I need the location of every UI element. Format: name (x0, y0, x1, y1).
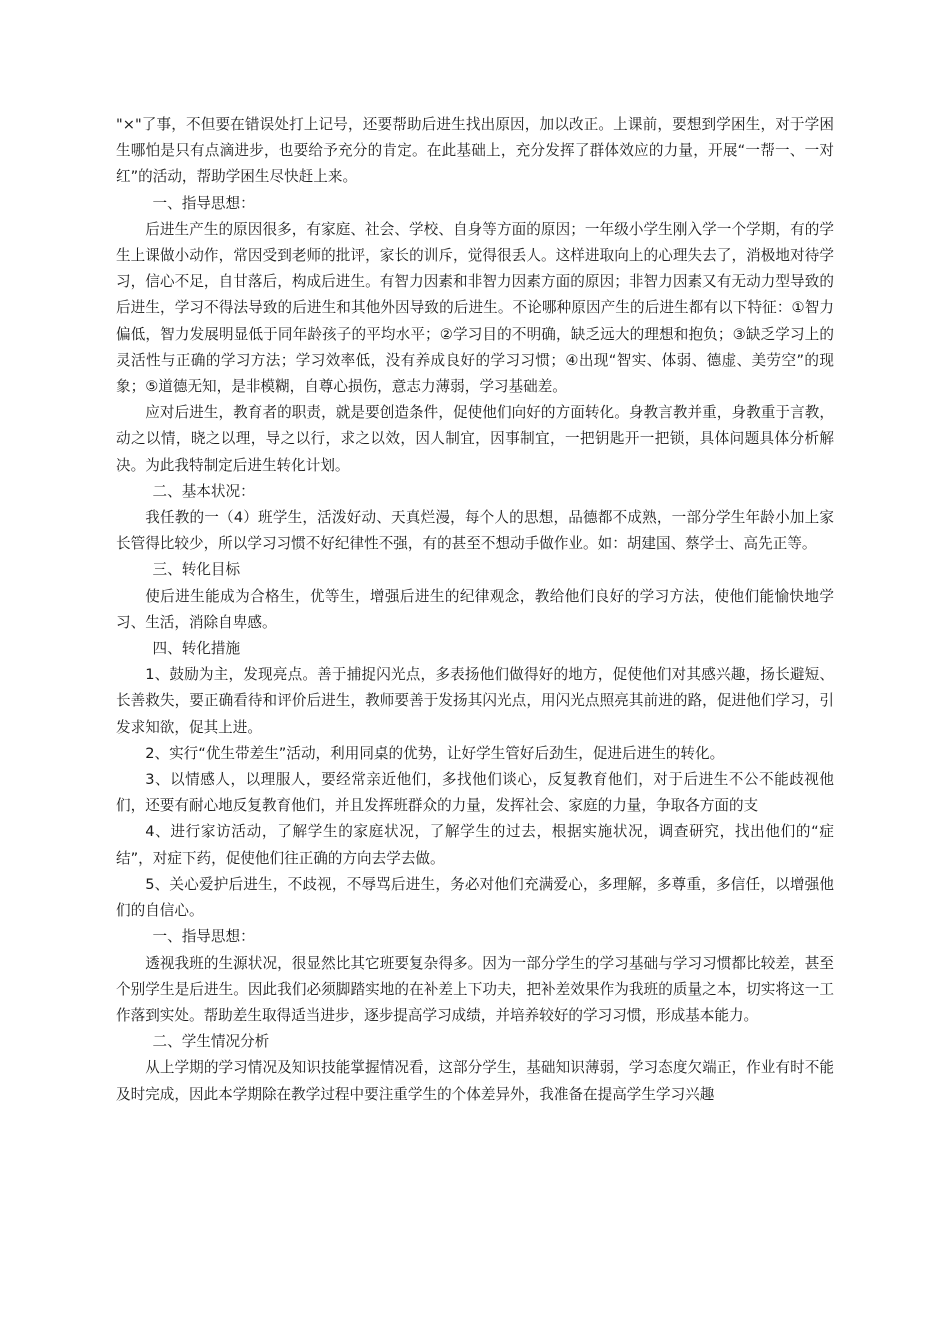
paragraph-goal: 使后进生能成为合格生，优等生，增强后进生的纪律观念，教给他们良好的学习方法，使他们能愉快地学习、生活，消除自卑感。 (116, 587, 834, 631)
heading-guiding-thought-2: 一、指导思想： (152, 928, 255, 946)
paragraph-measure-4: 4、进行家访活动，了解学生的家庭状况，了解学生的过去，根据实施状况，调查研究，找出他们的“症结”，对症下药，促使他们往正确的方向去学去做。 (116, 823, 834, 867)
paragraph-causes: 后进生产生的原因很多，有家庭、社会、学校、自身等方面的原因；一年级小学生刚入学一个学期，有的学生上课做小动作，常因受到老师的批评，家长的训斥，觉得很丢人。这样进取向上的心理失去了，消极地对待学习，信心不足，自甘落后，构成后进生。有智力因素和非智力因素方面的原因；非智力因素又有无动力型导致的后进生，学习不得法导致的后进生和其他外因导致的后进生。不论哪种原因产生的后进生都有以下特征：①智力偏低，智力发展明显低于同年龄孩子的平均水平；②学习目的不明确，缺乏远大的理想和抱负；③缺乏学习上的灵活性与正确的学习方法；学习效率低，没有养成良好的学习习惯；④出现“智实、体弱、德虚、美劳空”的现象；⑤道德无知，是非模糊，自尊心损伤，意志力薄弱，学习基础差。 (116, 220, 834, 396)
heading-guiding-thought: 一、指导思想： (152, 194, 255, 212)
paragraph-class-source: 透视我班的生源状况，很显然比其它班要复杂得多。因为一部分学生的学习基础与学习习惯都比较差，甚至个别学生是后进生。因此我们必须脚踏实地的在补差上下功夫，把补差效果作为我班的质量之本，切实将这一工作落到实处。帮助差生取得适当进步，逐步提高学习成绩，并培养较好的学习习惯，形成基本能力。 (116, 954, 834, 1024)
document-page (116, 112, 834, 1108)
heading-basic-status: 二、基本状况： (152, 482, 255, 500)
heading-student-analysis: 二、学生情况分析 (152, 1033, 270, 1051)
paragraph-measure-2: 2、实行“优生带差生”活动，利用同桌的优势，让好学生管好后劲生，促进后进生的转化。 (145, 744, 725, 762)
heading-goal: 三、转化目标 (152, 561, 241, 579)
paragraph-duty: 应对后进生，教育者的职责，就是要创造条件，促使他们向好的方面转化。身教言教并重，身教重于言教，动之以情，晓之以理，导之以行，求之以效，因人制宜，因事制宜，一把钥匙开一把锁，具体问题具体分析解决。为此我特制定后进生转化计划。 (116, 404, 834, 474)
heading-measures: 四、转化措施 (152, 640, 241, 658)
paragraph-student-analysis: 从上学期的学习情况及知识技能掌握情况看，这部分学生，基础知识薄弱，学习态度欠端正，作业有时不能及时完成，因此本学期除在教学过程中要注重学生的个体差异外，我准备在提高学生学习兴趣 (116, 1059, 834, 1103)
paragraph-class-status: 我任教的一（4）班学生，活泼好动、天真烂漫，每个人的思想，品德都不成熟，一部分学生年龄小加上家长管得比较少，所以学习习惯不好纪律性不强，有的甚至不想动手做作业。如：胡建国、蔡学士、高先正等。 (116, 509, 834, 553)
paragraph-measure-3: 3、以情感人，以理服人，要经常亲近他们，多找他们谈心，反复教育他们，对于后进生不公不能歧视他们，还要有耐心地反复教育他们，并且发挥班群众的力量，发挥社会、家庭的力量，争取各方面的支 (116, 771, 834, 815)
paragraph-intro: "×"了事，不但要在错误处打上记号，还要帮助后进生找出原因，加以改正。上课前，要想到学困生，对于学困生哪怕是只有点滴进步，也要给予充分的肯定。在此基础上，充分发挥了群体效应的力量，开展“一帮一、一对红”的活动，帮助学困生尽快赶上来。 (116, 116, 834, 186)
paragraph-measure-5: 5、关心爱护后进生，不歧视，不辱骂后进生，务必对他们充满爱心，多理解，多尊重，多信任，以增强他们的自信心。 (116, 875, 834, 920)
paragraph-measure-1: 1、鼓励为主，发现亮点。善于捕捉闪光点，多表扬他们做得好的地方，促使他们对其感兴趣，扬长避短、长善救失，要正确看待和评价后进生，教师要善于发扬其闪光点，用闪光点照亮其前进的路，促进他们学习，引发求知欲，促其上进。 (116, 666, 834, 736)
